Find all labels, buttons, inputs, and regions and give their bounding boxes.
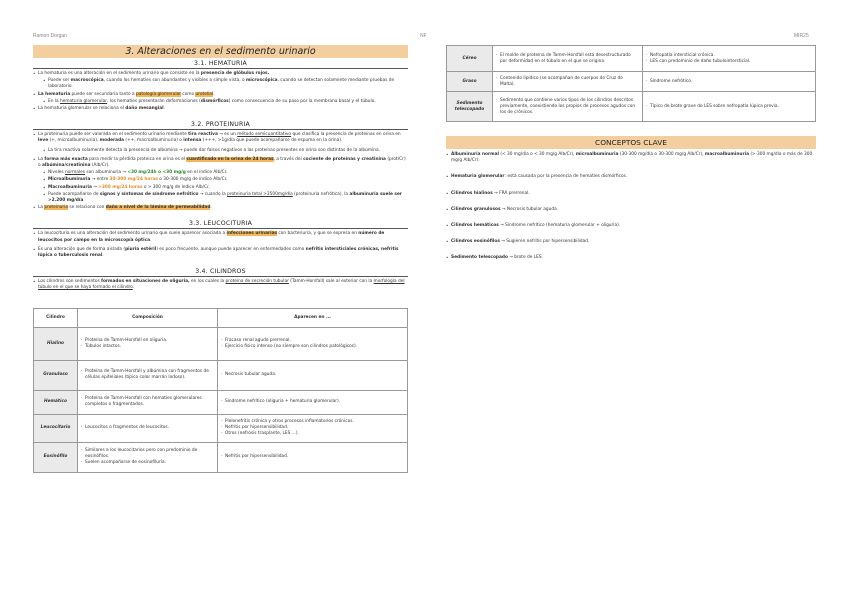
- hematuria-p3: • La hematuria puede ser secundaria tanto a patología glomerular como urotelial.: [33, 92, 408, 98]
- row-composition: · Similares a los leucocitarios pero con predominio de eosinófilos. · Suelen acompañarse de eosinofiluria.: [78, 442, 218, 472]
- table-header-row: [34, 308, 408, 327]
- hematuria-p1: • La hematuria es una alteración en el sedimento urinario que consiste en la presencia de glóbulos rojos.: [33, 71, 408, 77]
- section-title-leucocituria: 3.3. LEUCOCITURIA: [33, 219, 408, 229]
- hematuria-p5: • La hematuria glomerular se relaciona el daño mesangial.: [33, 106, 408, 112]
- row-composition: · Proteína de Tamm-Horsfall y albúmina con fragmentos de células epiteliales (típico color marrón lodoso).: [78, 360, 218, 390]
- section-title-cilindros: 3.4. CILINDROS: [33, 267, 408, 277]
- proteinuria-p8: • La proteinuria se relaciona con daño a nivel de la lámina de permeabilidad.: [33, 205, 408, 211]
- proteinuria-p7: • Puede acompañarse de signos y síntomas de síndrome nefrótico → cuando la proteinuria total >3500mg/día (proteinuria nefrótica), la albuminuria suele ser >2.200 mg/día.: [43, 192, 408, 204]
- section-title-proteinuria: 3.2. PROTEINURIA: [33, 120, 408, 130]
- row-appear: · Típico de brote grave de LES sobre nefropatía lúpica previa.: [643, 92, 816, 122]
- header-composicion: Composición: [78, 308, 218, 327]
- conceptos-clave-title: CONCEPTOS CLAVE: [446, 136, 816, 149]
- left-column: [33, 45, 408, 473]
- row-appear: · Nefritis por hipersensibilidad.: [218, 442, 408, 472]
- hematuria-p2: • Puede ser macroscópica, cuando los hematíes son abundantes y visibles a simple vista, o microscópica, cuando se detectan solamente mediante pruebas de laboratorio.: [43, 78, 408, 90]
- row-name: Leucocitario: [34, 414, 78, 442]
- proteinuria-p5: • Microalbuminuria → entre 30-300 mg/24 horas o 30-300 mg/g de índice Alb/Cr.: [43, 177, 408, 183]
- header-center: NF: [420, 33, 427, 39]
- proteinuria-p1: • La proteinuria puede ser valorada en el sedimento urinario mediante tira reactiva → es un método semicuantitativo que clasifica la presencia de proteínas en orina en leve (+, microalbuminuria), moderada (++, macroalbuminuria) o intensa (+++, >1g/día que puede acompañarse de espuma en la orina).: [33, 132, 408, 144]
- leucocituria-p1: • La leucocituria es una alteración del sedimento urinario que suele aparecer asociada a infecciones urinarias con bacteriuria, y que se expresa en número de leucocitos por campo en la microscopía óptica.: [33, 231, 408, 243]
- proteinuria-p6: • Macroalbuminuria → >300 mg/24 horas o > 300 mg/g de índice Alb/Cr.: [43, 185, 408, 191]
- cilindros-table-continued: [446, 45, 816, 122]
- header-cilindro: Cilindro: [34, 308, 78, 327]
- concepto-eosinofilos: • Cilindros eosinófilos → Sugieren nefritis por hipersensibilidad.: [446, 239, 816, 245]
- section-title-hematuria: 3.1. HEMATURIA: [33, 59, 408, 69]
- row-appear: · Necrosis tubular aguda.: [218, 360, 408, 390]
- row-appear: · Pielonefritis crónica y otros procesos inflamatorios crónicos. · Nefritis por hipersensibilidad. · Otros (nefrosis trasplante, LES ...).: [218, 414, 408, 442]
- row-composition: · Contenido lipídico (se acompañan de cuerpos de Cruz de Malta).: [493, 72, 643, 92]
- table-row: [34, 442, 408, 472]
- table-row: [447, 46, 816, 72]
- header-author: Ramon Dorgan: [33, 33, 67, 39]
- header-aparecen: Aparecen en ...: [218, 308, 408, 327]
- row-composition: · Sedimento que contiene varios tipos de los cilindros descritos previamente, coexistiendo los propios de procesos agudos con los de crónicos.: [493, 92, 643, 122]
- table-row: [34, 360, 408, 390]
- proteinuria-p2: • La tira reactiva solamente detecta la presencia de albúmina → puede dar falsos negativos a las proteínas presentes en orina son distintas de la albúmina.: [43, 148, 408, 154]
- row-name: Céreo: [447, 46, 493, 72]
- concepto-hematuria: • Hematuria glomerular: está causada por la presencia de hematíes dismórficos.: [446, 174, 816, 180]
- row-name: Granuloso: [34, 360, 78, 390]
- row-appear: · Síndrome nefrótico.: [643, 72, 816, 92]
- row-name: Sedimento telescopado: [447, 92, 493, 122]
- row-name: Graso: [447, 72, 493, 92]
- concepto-hialinos: • Cilindros hialinos → FRA prerrenal.: [446, 191, 816, 197]
- hematuria-p4: • En la hematuria glomerular, los hematíes presentarán deformaciones (dismórficos) como consecuencia de su paso por la membrana basal y el túbulo.: [43, 99, 408, 105]
- right-column: [446, 45, 816, 272]
- proteinuria-p3: • La forma más exacta para medir la pérdida proteica en orina es el cuantificado en la orina de 24 horas, a través del cociente de proteínas y creatinina (prot/Cr) o albúmina/creatinina (Alb/Cr).: [33, 157, 408, 169]
- header-code: MIR25: [794, 33, 809, 39]
- row-composition: · Proteína de Tamm-Horsfall en oliguria. · Túbulos intactos.: [78, 327, 218, 360]
- cilindros-table: [33, 308, 408, 473]
- table-row: [447, 72, 816, 92]
- row-composition: · Proteína de Tamm-Horsfall con hematíes glomerulares completos o fragmentados.: [78, 390, 218, 414]
- table-row: [447, 92, 816, 122]
- row-appear: · Síndrome nefrítico (oliguria + hematuria glomerular).: [218, 390, 408, 414]
- concepto-granulosos: • Cilindros granulosos → Necrosis tubular aguda.: [446, 207, 816, 213]
- concepto-telescopado: • Sedimento telescopado → brote de LES.: [446, 255, 816, 261]
- table-row: [34, 390, 408, 414]
- proteinuria-p4: • Niveles normales son albuminuria → <30 mg/24h o <30 mg/g en el índice Alb/Cr.: [43, 170, 408, 176]
- row-name: Eosinófilo: [34, 442, 78, 472]
- row-name: Hialino: [34, 327, 78, 360]
- concepto-hematicos: • Cilindros hemáticos → Síndrome nefrítico (hematuria glomerular + oliguria).: [446, 223, 816, 229]
- row-composition: · El molde de proteína de Tamm-Horsfall está desestructurado por deformidad en el túbulo en el que se origina.: [493, 46, 643, 72]
- cilindros-p1: • Los cilindros son sedimentos formados en situaciones de oliguria, en los cuales la proteína de secreción tubular (Tamm-Horsfall) sale al exterior con la morfología del túbulo en el que se haya formado el cilindro.: [33, 279, 408, 291]
- leucocituria-p2: • Es una alteración que de forma aislada (piuria estéril) es poco frecuente, aunque puede aparecer en enfermedades como nefritis intersticiales crónicas, nefritis lúpica o tuberculosis renal.: [33, 247, 408, 259]
- row-appear: · Fracaso renal agudo prerrenal. · Ejercicio físico intenso (no siempre son cilindros patológicos).: [218, 327, 408, 360]
- page-title: 3. Alteraciones en el sedimento urinario: [33, 45, 408, 58]
- row-name: Hemático: [34, 390, 78, 414]
- row-composition: · Leucocitos o fragmentos de leucocitos.: [78, 414, 218, 442]
- table-row: [34, 414, 408, 442]
- row-appear: · Nefropatía intersticial crónica. · LES con predominio de daño tubulointersticial.: [643, 46, 816, 72]
- table-row: [34, 327, 408, 360]
- concepto-albuminuria: • Albuminuria normal (< 30 mg/día o < 30 mg/g Alb/Cr), microalbuminuria (30-300 mg/día o 30-300 mg/g Alb/Cr), macroalbuminuria (> 300 mg/día o más de 300 mg/g Alb/Cr).: [446, 152, 816, 164]
